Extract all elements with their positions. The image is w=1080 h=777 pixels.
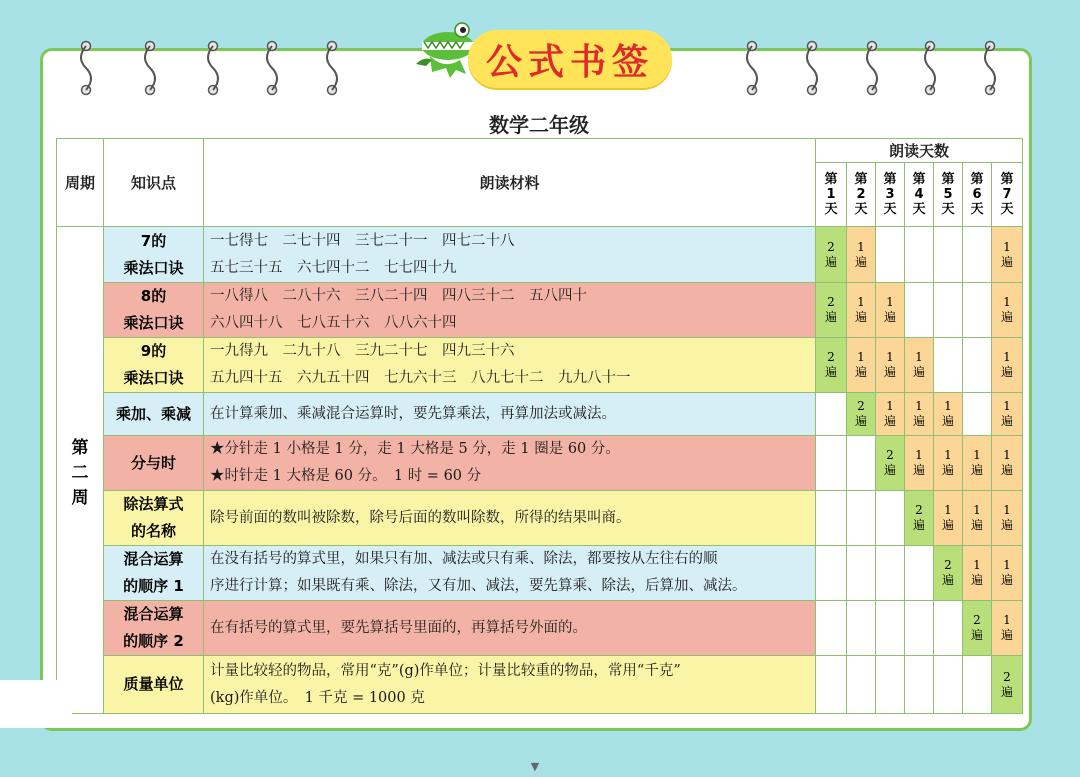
reading-line: 六八四十八 七八五十六 八八六十四 [210,315,457,331]
table-row [57,436,1023,491]
reading-material-cell [204,283,816,338]
grade-title: 数学二年级 [489,112,589,137]
week-label: 第 二 周 [57,227,104,714]
reading-count-cell: 1 遍 [992,393,1023,436]
table-row [57,283,1023,338]
topic-header: 知识点 [104,139,204,227]
reading-count-cell: 2 遍 [992,656,1023,714]
reading-count-cell: 1 遍 [876,393,905,436]
day-header-6: 第 6 天 [963,163,992,227]
reading-material-cell [204,436,816,491]
day-header-1: 第 1 天 [816,163,847,227]
bookmark-title-badge [468,30,672,88]
reading-line: ★分针走 1 小格是 1 分，走 1 大格是 5 分，走 1 圈是 60 分。 [210,441,620,457]
day-header-3: 第 3 天 [876,163,905,227]
reading-count-cell: 2 遍 [816,338,847,393]
blank-patch [0,680,72,728]
table-row [57,227,1023,283]
reading-count-cell [963,393,992,436]
reading-count-cell [816,436,847,491]
reading-count-cell [905,283,934,338]
reading-count-cell: 1 遍 [905,436,934,491]
reading-count-cell: 1 遍 [876,283,905,338]
reading-count-cell: 1 遍 [963,546,992,601]
binder-ring [76,40,96,96]
reading-count-cell [963,656,992,714]
reading-line: 在计算乘加、乘减混合运算时，要先算乘法，再算加法或减法。 [210,405,616,422]
reading-material-cell [204,601,816,656]
topic-cell: 乘加、乘减 [104,393,204,436]
reading-count-cell [876,601,905,656]
reading-line: 一八得八 二八十六 三八二十四 四八三十二 五八四十 [210,288,587,304]
bookmark-title: 公式书签 [485,40,654,83]
binder-ring [980,40,1000,96]
binder-ring [140,40,160,96]
reading-count-cell: 2 遍 [905,491,934,546]
reading-count-cell: 1 遍 [934,436,963,491]
reading-count-cell: 1 遍 [992,436,1023,491]
reading-count-cell: 1 遍 [905,393,934,436]
reading-count-cell: 1 遍 [992,283,1023,338]
reading-count-cell: 1 遍 [992,338,1023,393]
reading-line: (kg)作单位。 1 千克 = 1000 克 [210,689,425,706]
reading-count-cell [816,546,847,601]
reading-count-cell: 1 遍 [992,491,1023,546]
reading-count-cell [963,283,992,338]
reading-count-cell: 1 遍 [992,601,1023,656]
table-row [57,393,1023,436]
reading-count-cell: 2 遍 [816,283,847,338]
reading-count-cell: 1 遍 [992,546,1023,601]
topic-cell: 质量单位 [104,656,204,714]
day-header-7: 第 7 天 [992,163,1023,227]
reading-count-cell: 1 遍 [876,338,905,393]
reading-material-cell [204,491,816,546]
reading-count-cell [905,546,934,601]
reading-count-cell [816,656,847,714]
day-header-5: 第 5 天 [934,163,963,227]
reading-material-cell [204,656,816,714]
reading-count-cell [905,601,934,656]
topic-cell: 分与时 [104,436,204,491]
reading-count-cell [963,227,992,283]
reading-line: ★时针走 1 大格是 60 分。 1 时 = 60 分 [210,468,482,484]
reading-count-cell [934,656,963,714]
reading-count-cell [876,491,905,546]
reading-count-cell: 1 遍 [847,227,876,283]
binder-ring [742,40,762,96]
reading-count-cell [847,546,876,601]
reading-line: 五九四十五 六九五十四 七九六十三 八九七十二 九九八十一 [210,370,631,386]
table-row [57,656,1023,714]
table-row [57,601,1023,656]
reading-count-cell: 1 遍 [847,283,876,338]
reading-count-cell: 2 遍 [876,436,905,491]
reading-line: 除号前面的数叫被除数，除号后面的数叫除数，所得的结果叫商。 [210,509,631,526]
reading-count-cell: 2 遍 [816,227,847,283]
reading-count-cell [905,656,934,714]
reading-days-header: 朗读天数 [816,139,1023,163]
reading-material-cell [204,546,816,601]
binder-ring [262,40,282,96]
reading-material-cell [204,393,816,436]
reading-count-cell: 1 遍 [905,338,934,393]
reading-count-cell: 2 遍 [934,546,963,601]
topic-cell: 混合运算 的顺序 1 [104,546,204,601]
reading-count-cell [816,601,847,656]
reading-count-cell: 2 遍 [963,601,992,656]
reading-count-cell [847,491,876,546]
reading-count-cell [905,227,934,283]
reading-count-cell: 1 遍 [934,491,963,546]
reading-count-cell: 1 遍 [963,491,992,546]
binder-ring [203,40,223,96]
topic-cell: 9的 乘法口诀 [104,338,204,393]
reading-count-cell [963,338,992,393]
reading-count-cell [847,436,876,491]
reading-count-cell [876,546,905,601]
day-header-2: 第 2 天 [847,163,876,227]
table-row [57,491,1023,546]
reading-count-cell: 1 遍 [992,227,1023,283]
binder-ring [322,40,342,96]
reading-count-cell [934,283,963,338]
material-header-label: 朗读材料 [479,174,540,192]
binder-ring [920,40,940,96]
reading-count-cell: 2 遍 [847,393,876,436]
reading-line: 计量比较轻的物品，常用“克”(g)作单位；计量比较重的物品，常用“千克” [210,662,681,679]
reading-line: 一七得七 二七十四 三七二十一 四七二十八 [210,232,515,249]
chevron-down-icon[interactable]: ▼ [530,760,540,773]
reading-count-cell: 1 遍 [847,338,876,393]
binder-ring [862,40,882,96]
reading-line: 一九得九 二九十八 三九二十七 四九三十六 [210,343,515,359]
reading-count-cell: 1 遍 [934,393,963,436]
reading-line: 五七三十五 六七四十二 七七四十九 [210,259,457,276]
reading-count-cell: 1 遍 [963,436,992,491]
reading-count-cell [816,393,847,436]
reading-count-cell [816,491,847,546]
topic-cell: 7的 乘法口诀 [104,227,204,283]
reading-count-cell [934,601,963,656]
reading-line: 序进行计算；如果既有乘、除法，又有加、减法，要先算乘、除法，后算加、减法。 [210,578,747,594]
reading-line: 在没有括号的算式里，如果只有加、减法或只有乘、除法，都要按从左往右的顺 [210,551,718,567]
material-header [204,139,816,227]
reading-material-cell [204,338,816,393]
topic-cell: 混合运算 的顺序 2 [104,601,204,656]
topic-cell: 除法算式 的名称 [104,491,204,546]
reading-count-cell [847,601,876,656]
reading-schedule-table [56,138,1023,714]
reading-count-cell [934,338,963,393]
period-header: 周期 [57,139,104,227]
table-row [57,338,1023,393]
reading-count-cell [876,227,905,283]
reading-line: 在有括号的算式里，要先算括号里面的，再算括号外面的。 [210,619,587,636]
reading-material-cell [204,227,816,283]
day-header-4: 第 4 天 [905,163,934,227]
topic-cell: 8的 乘法口诀 [104,283,204,338]
table-row [57,546,1023,601]
reading-count-cell [876,656,905,714]
binder-ring [802,40,822,96]
reading-count-cell [847,656,876,714]
reading-count-cell [934,227,963,283]
